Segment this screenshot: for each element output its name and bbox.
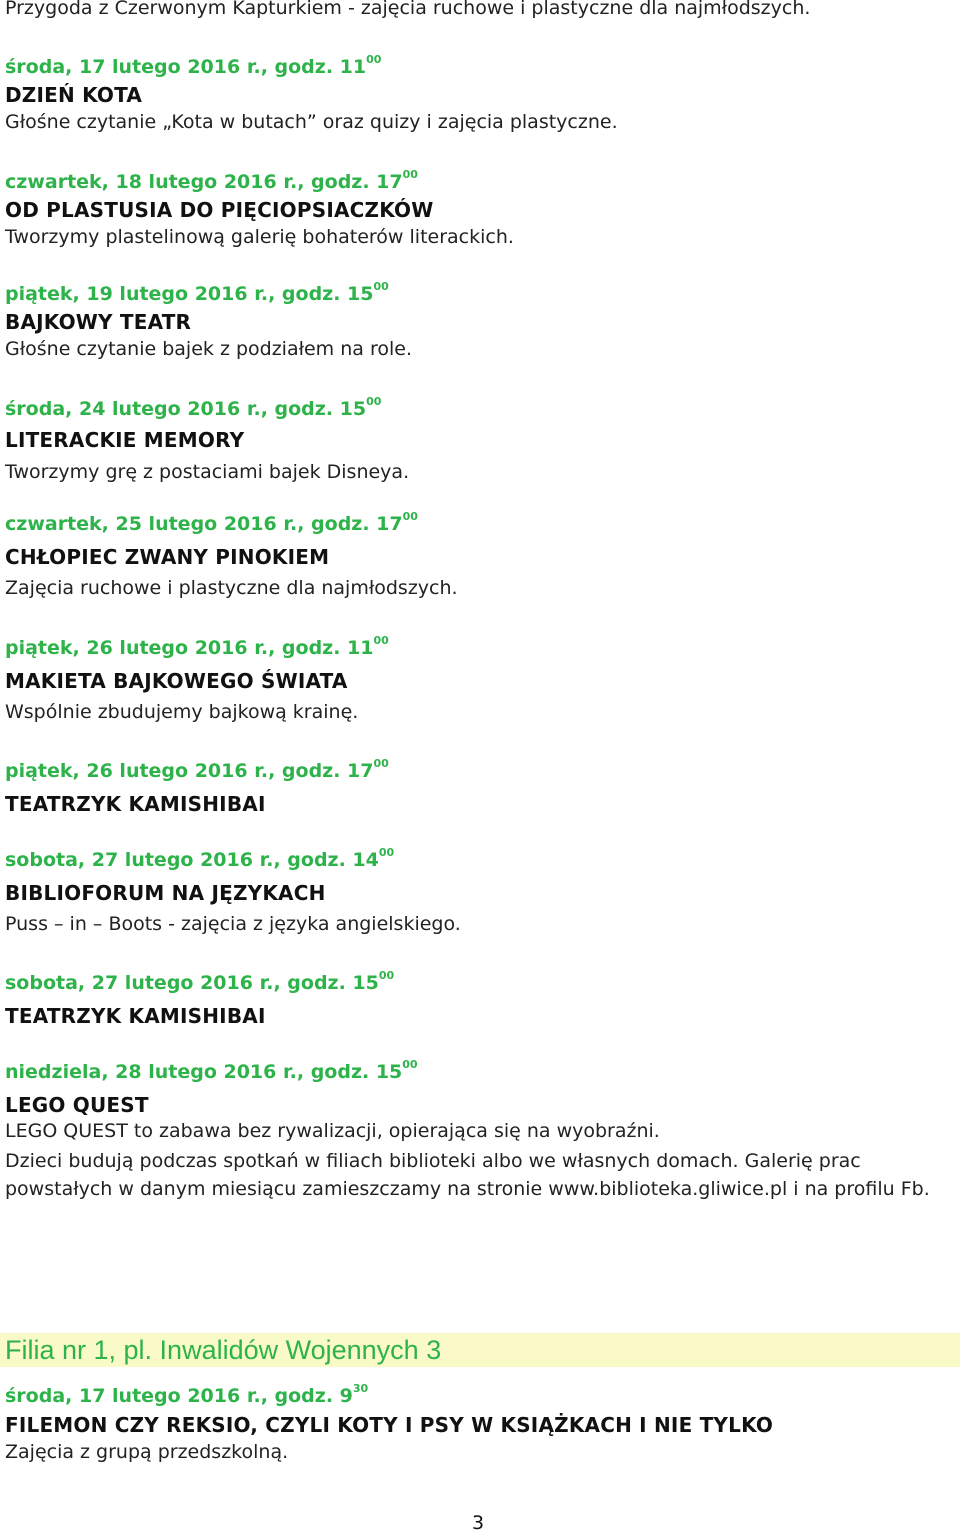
event-date: sobota, 27 lutego 2016 r., godz. $14^{00}$	[5, 846, 395, 871]
event-date: sobota, 27 lutego 2016 r., godz. $15^{00}$	[5, 969, 395, 994]
event-description: Głośne czytanie „Kota w butach” oraz quizy i zajęcia plastyczne.	[5, 111, 618, 133]
event-date: środa, 17 lutego 2016 r., godz. $11^{00}$	[5, 53, 382, 78]
event-date: czwartek, 18 lutego 2016 r., godz. $17^{00}$	[5, 168, 418, 193]
event-title: LITERACKIE MEMORY	[5, 428, 245, 452]
intro-line: Przygoda z Czerwonym Kapturkiem - zajęcia ruchowe i plastyczne dla najmłodszych.	[5, 0, 811, 19]
event-description: Tworzymy grę z postaciami bajek Disneya.	[5, 461, 410, 483]
branch-heading: Filia nr 1, pl. Inwalidów Wojennych 3	[5, 1335, 442, 1365]
page-number: 3	[472, 1512, 485, 1534]
event-title: TEATRZYK KAMISHIBAI	[5, 792, 266, 816]
event-title: CHŁOPIEC ZWANY PINOKIEM	[5, 545, 330, 569]
event-date: środa, 17 lutego 2016 r., godz. $9^{30}$	[5, 1382, 369, 1407]
event-title: BIBLIOFORUM NA JĘZYKACH	[5, 881, 326, 905]
event-date: piątek, 19 lutego 2016 r., godz. $15^{00}$	[5, 280, 389, 305]
event-title: OD PLASTUSIA DO PIĘCIOPSIACZKÓW	[5, 198, 434, 222]
event-title: LEGO QUEST	[5, 1093, 149, 1117]
event-description: Tworzymy plastelinową galerię bohaterów literackich.	[5, 226, 514, 248]
event-title: MAKIETA BAJKOWEGO ŚWIATA	[5, 669, 348, 693]
event-description: Głośne czytanie bajek z podziałem na role.	[5, 338, 412, 360]
lego-paragraph: Dzieci budują podczas spotkań w filiach biblioteki albo we własnych domach. Galerię prac powstałych w danym miesiącu zamieszczamy na stronie www.biblioteka.gliwice.pl i na profilu Fb.	[5, 1150, 930, 1200]
event-description: Zajęcia ruchowe i plastyczne dla najmłodszych.	[5, 577, 458, 599]
event-title: DZIEŃ KOTA	[5, 83, 143, 107]
event-title: BAJKOWY TEATR	[5, 310, 192, 334]
event-date: niedziela, 28 lutego 2016 r., godz. $15^{00}$	[5, 1058, 418, 1083]
event-description: Puss – in – Boots - zajęcia z języka angielskiego.	[5, 913, 461, 935]
event-date: piątek, 26 lutego 2016 r., godz. $11^{00}$	[5, 634, 389, 659]
event-date: piątek, 26 lutego 2016 r., godz. $17^{00}$	[5, 757, 389, 782]
event-title: TEATRZYK KAMISHIBAI	[5, 1004, 266, 1028]
event-description: Zajęcia z grupą przedszkolną.	[5, 1441, 289, 1463]
event-title: FILEMON CZY REKSIO, CZYLI KOTY I PSY W KSIĄŻKACH I NIE TYLKO	[5, 1413, 774, 1437]
event-description: LEGO QUEST to zabawa bez rywalizacji, opierająca się na wyobraźni.	[5, 1120, 660, 1142]
event-date: czwartek, 25 lutego 2016 r., godz. $17^{00}$	[5, 510, 418, 535]
event-description: Wspólnie zbudujemy bajkową krainę.	[5, 701, 359, 723]
event-date: środa, 24 lutego 2016 r., godz. $15^{00}$	[5, 395, 382, 420]
